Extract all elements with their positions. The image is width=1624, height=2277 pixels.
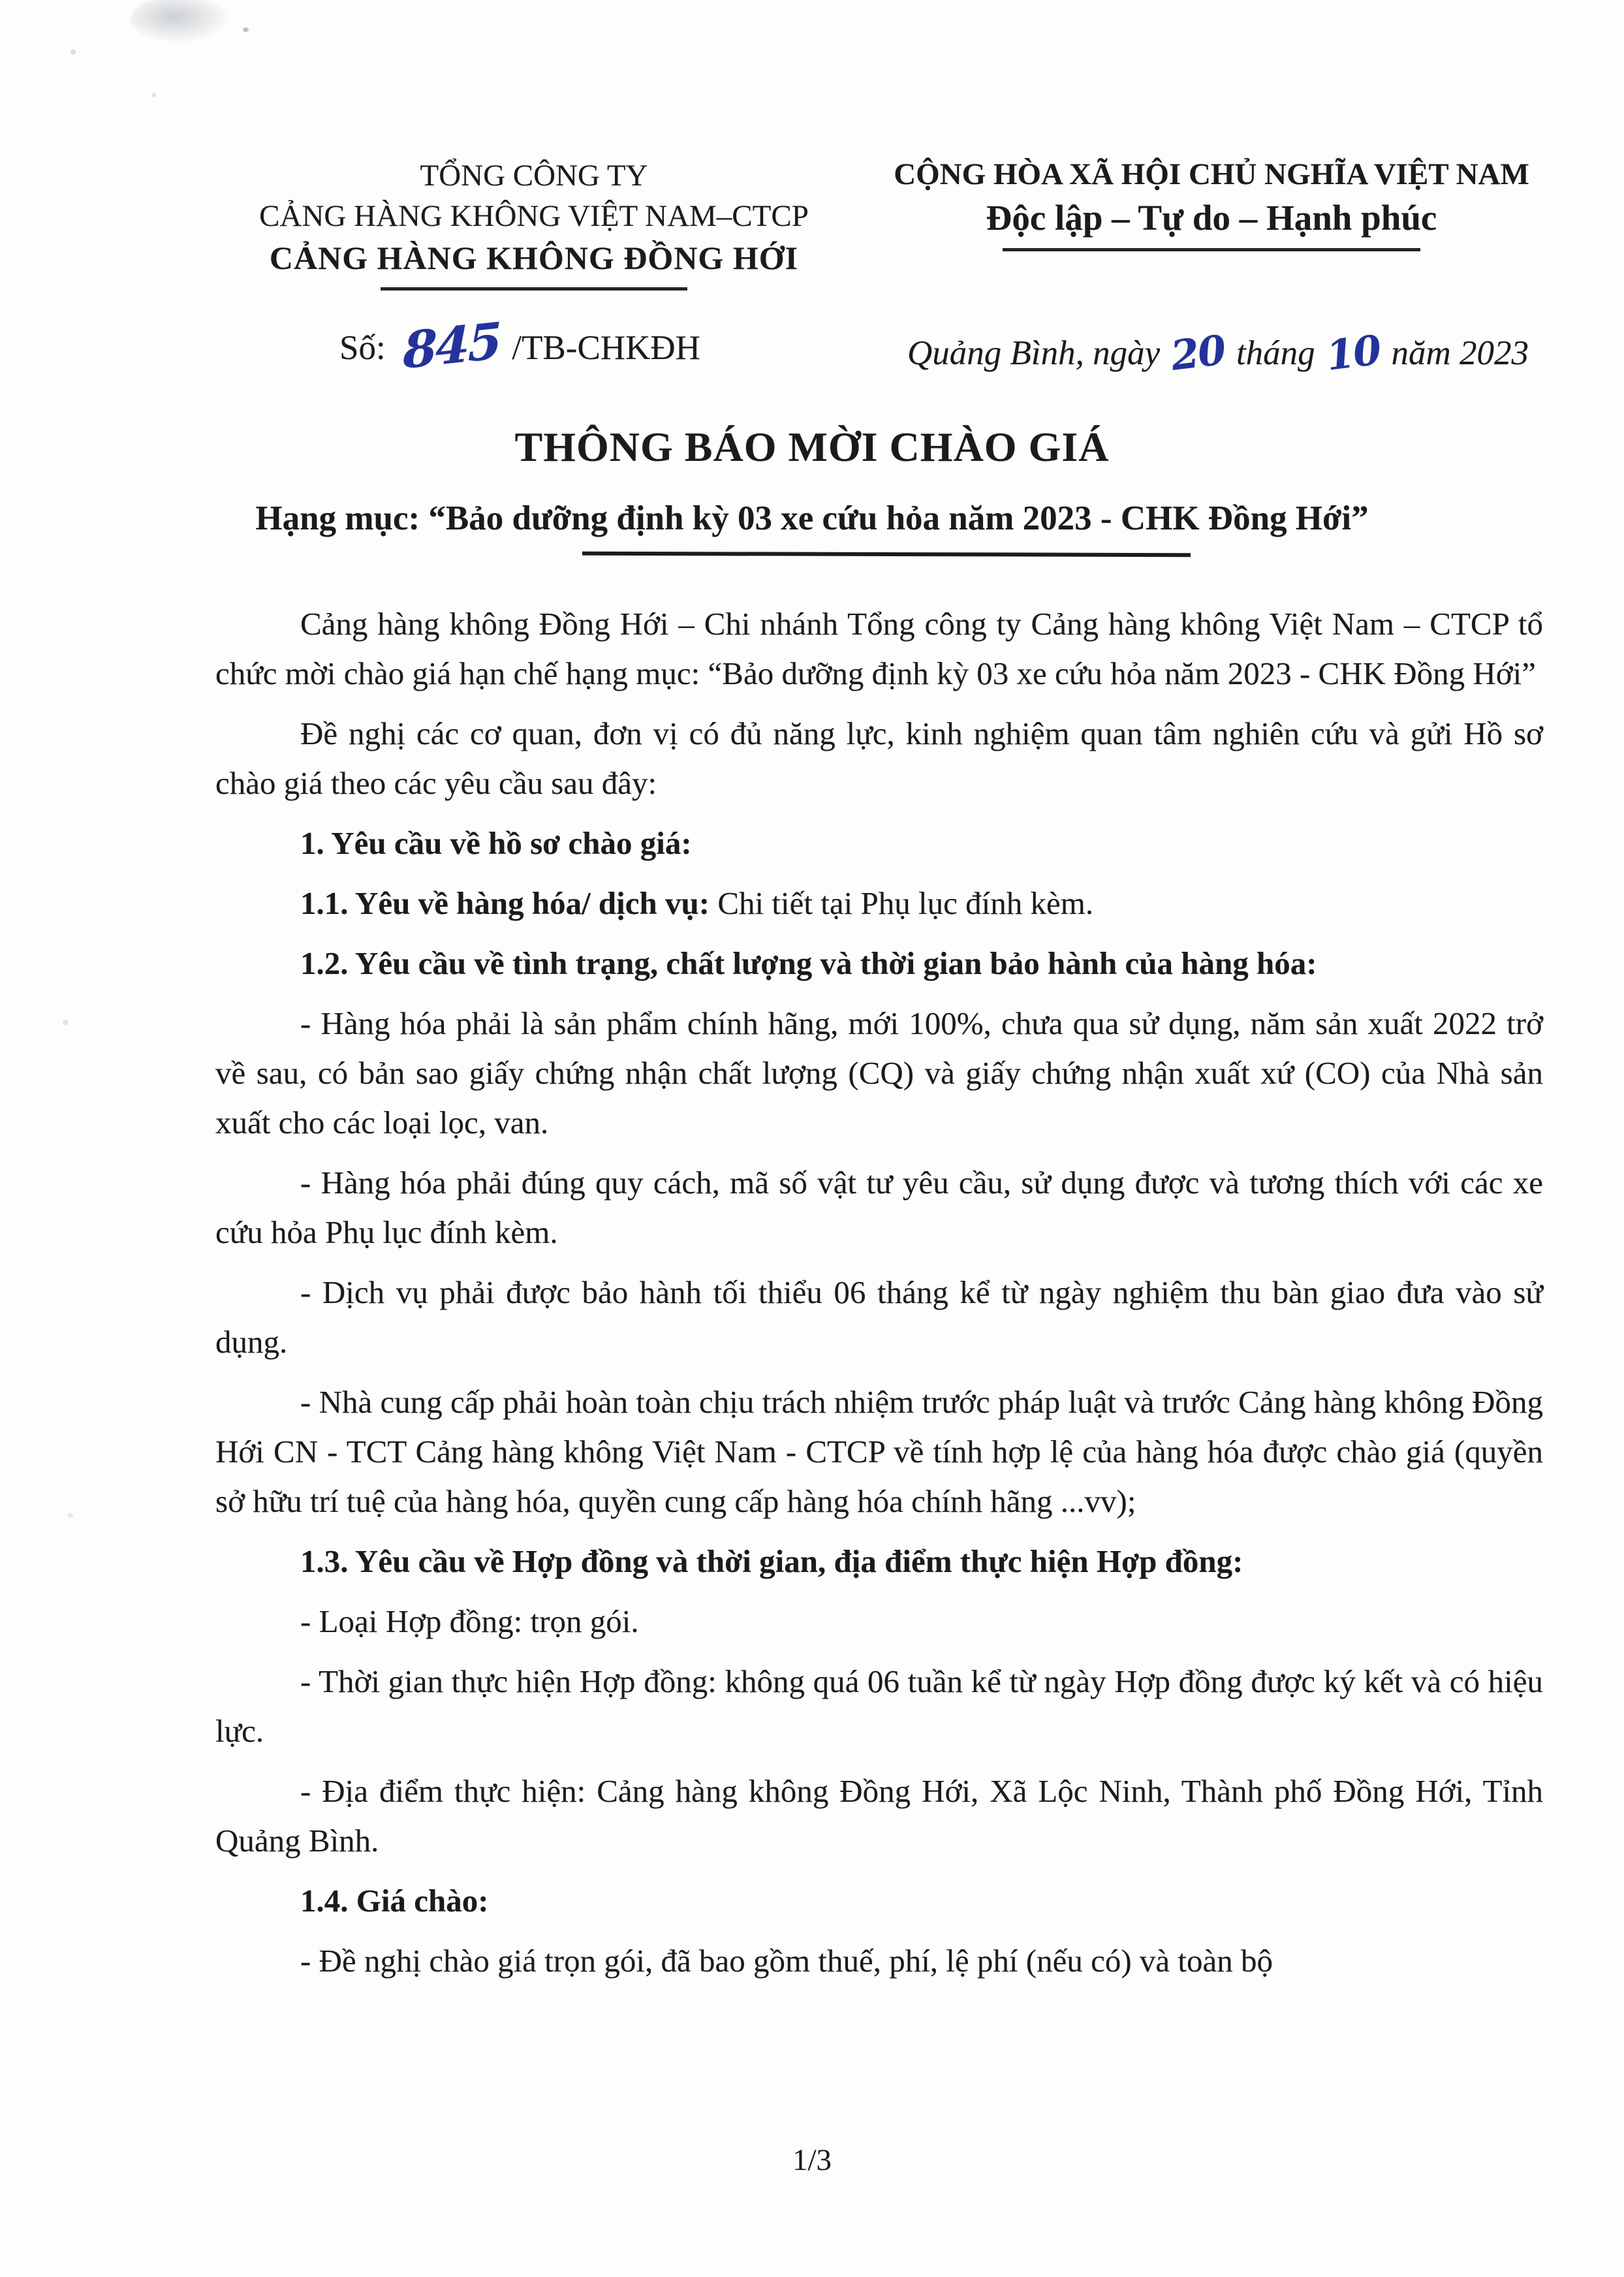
- section-heading-1: 1. Yêu cầu về hồ sơ chào giá:: [300, 825, 692, 861]
- section-heading-1-3: 1.3. Yêu cầu về Hợp đồng và thời gian, địa điểm thực hiện Hợp đồng:: [300, 1543, 1243, 1579]
- heading-1-1-bold: 1.1. Yêu về hàng hóa/ dịch vụ:: [300, 885, 710, 921]
- bullet-contract-duration: - Thời gian thực hiện Hợp đồng: không quá 06 tuần kể từ ngày Hợp đồng được ký kết và có hiệu lực.: [215, 1663, 1543, 1749]
- issuing-organization-block: [234, 155, 834, 291]
- parent-company-name: TỔNG CÔNG TY: [420, 159, 648, 193]
- document-number-label: Số:: [339, 329, 386, 367]
- bullet-goods-spec: - Hàng hóa phải đúng quy cách, mã số vật tư yêu cầu, sử dụng được và tương thích với các xe cứu hỏa Phụ lục đính kèm.: [215, 1165, 1543, 1250]
- document-body: [215, 599, 1543, 1996]
- scan-speck: [68, 1513, 73, 1518]
- republic-title: CỘNG HÒA XÃ HỘI CHỦ NGHĨA VIỆT NAM: [894, 157, 1529, 191]
- scan-smudge: [131, 0, 228, 42]
- header-right-divider: [1003, 248, 1420, 251]
- national-motto-block: [873, 154, 1550, 251]
- subtitle-underline: [582, 552, 1191, 557]
- header-left-divider: [381, 287, 687, 291]
- place-date-line: [907, 326, 1529, 380]
- corporation-name: CẢNG HÀNG KHÔNG VIỆT NAM–CTCP: [259, 199, 809, 233]
- bullet-goods-genuine: - Hàng hóa phải là sản phẩm chính hãng, mới 100%, chưa qua sử dụng, năm sản xuất 2022 trở về sau, có bản sao giấy chứng nhận chất lượng (CQ) và giấy chứng nhận xuất xứ (CO) của Nhà sản xuất cho các loại lọc, van.: [215, 1005, 1543, 1140]
- handwritten-document-number: 845: [403, 311, 500, 381]
- page-number: 1/3: [792, 2143, 832, 2177]
- date-mid: tháng: [1236, 334, 1315, 372]
- scan-speck: [243, 27, 249, 32]
- heading-1-1-normal: Chi tiết tại Phụ lục đính kèm.: [710, 885, 1094, 921]
- bullet-contract-type: - Loại Hợp đồng: trọn gói.: [300, 1603, 639, 1639]
- bullet-warranty: - Dịch vụ phải được bảo hành tối thiểu 06 tháng kể từ ngày nghiệm thu bàn giao đưa vào sử dụng.: [215, 1274, 1543, 1360]
- motto-line: Độc lập – Tự do – Hạnh phúc: [986, 198, 1437, 238]
- bullet-price-offer: - Đề nghị chào giá trọn gói, đã bao gồm thuế, phí, lệ phí (nếu có) và toàn bộ: [300, 1943, 1273, 1979]
- bullet-supplier-responsibility: - Nhà cung cấp phải hoàn toàn chịu trách nhiệm trước pháp luật và trước Cảng hàng không Đồng Hới CN - TCT Cảng hàng không Việt Nam - CTCP về tính hợp lệ của hàng hóa được chào giá (quyền sở hữu trí tuệ của hàng hóa, quyền cung cấp hàng hóa chính hãng ...vv);: [215, 1384, 1543, 1519]
- section-heading-1-1: [215, 879, 1543, 928]
- date-suffix: năm 2023: [1391, 334, 1529, 372]
- document-title: THÔNG BÁO MỜI CHÀO GIÁ: [514, 424, 1110, 470]
- document-subtitle: Hạng mục: “Bảo dưỡng định kỳ 03 xe cứu hỏa năm 2023 - CHK Đồng Hới”: [255, 499, 1369, 537]
- bullet-contract-location: - Địa điểm thực hiện: Cảng hàng không Đồng Hới, Xã Lộc Ninh, Thành phố Đồng Hới, Tỉnh Quảng Bình.: [215, 1773, 1543, 1859]
- section-heading-1-4: 1.4. Giá chào:: [300, 1883, 489, 1919]
- paragraph-invitation: Đề nghị các cơ quan, đơn vị có đủ năng lực, kinh nghiệm quan tâm nghiên cứu và gửi Hồ sơ chào giá theo các yêu cầu sau đây:: [215, 715, 1543, 801]
- handwritten-day: 20: [1168, 326, 1228, 380]
- paragraph-intro: Cảng hàng không Đồng Hới – Chi nhánh Tổng công ty Cảng hàng không Việt Nam – CTCP tổ chức mời chào giá hạn chế hạng mục: “Bảo dưỡng định kỳ 03 xe cứu hỏa năm 2023 - CHK Đồng Hới”: [215, 606, 1543, 691]
- scan-speck: [151, 93, 156, 97]
- section-heading-1-2: 1.2. Yêu cầu về tình trạng, chất lượng và thời gian bảo hành của hàng hóa:: [300, 945, 1317, 981]
- handwritten-month: 10: [1323, 326, 1383, 380]
- document-number-line: [339, 311, 700, 381]
- airport-branch-name: CẢNG HÀNG KHÔNG ĐỒNG HỚI: [269, 240, 799, 276]
- scan-speck: [63, 1020, 69, 1025]
- scan-speck: [70, 50, 76, 55]
- document-number-suffix: /TB-CHKĐH: [512, 329, 700, 367]
- date-prefix: Quảng Bình, ngày: [907, 334, 1161, 372]
